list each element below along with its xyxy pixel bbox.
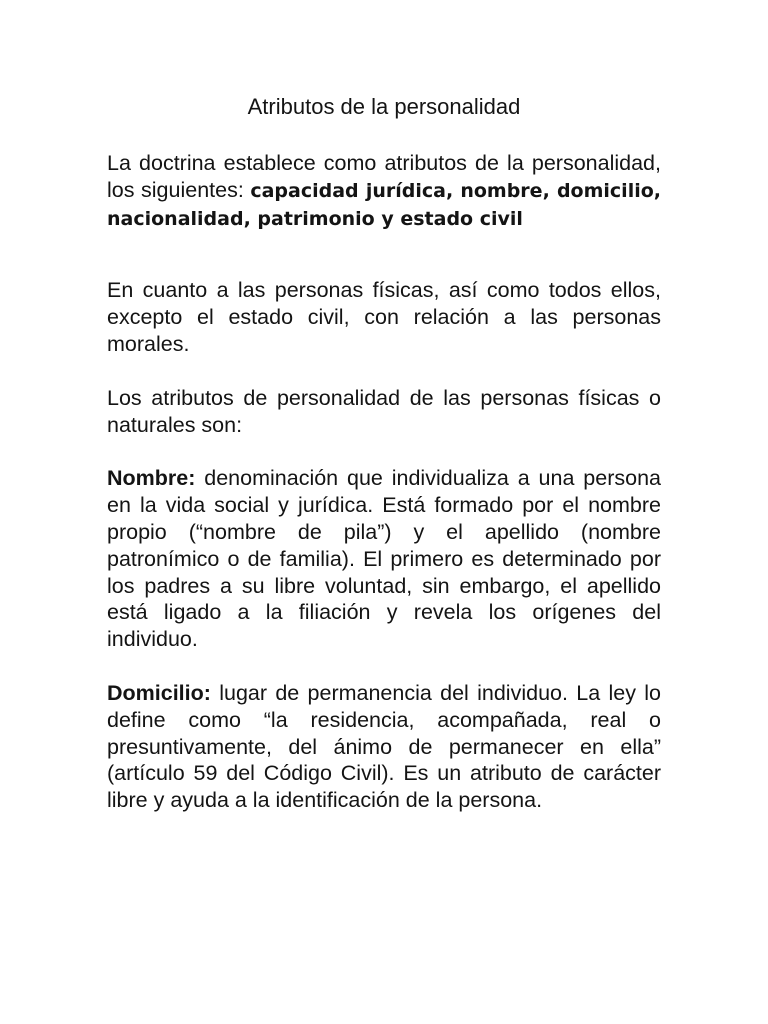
- nombre-label: Nombre:: [107, 466, 196, 491]
- document-title: Atributos de la personalidad: [247, 94, 521, 119]
- intro-text: La doctrina establece como atributos de la personalidad, los siguientes:: [107, 151, 661, 202]
- intro-paragraph: [107, 150, 661, 232]
- intro-attributes-list: capacidad jurídica, nombre, domicilio, nacionalidad, patrimonio y estado civil: [107, 179, 661, 230]
- domicilio-label: Domicilio:: [107, 680, 211, 705]
- document-body: [107, 92, 661, 814]
- nombre-paragraph: [107, 465, 661, 653]
- personas-fisicas-paragraph: En cuanto a las personas físicas, así como todos ellos, excepto el estado civil, con relación a las personas morales.: [107, 278, 661, 356]
- nombre-text: denominación que individualiza a una persona en la vida social y jurídica. Está formado por el nombre propio (“nombre de pila”) y el apellido (nombre patronímico o de familia). El primero es determinado por los padres a su libre voluntad, sin embargo, el apellido está ligado a la filiación y revela los orígenes del individuo.: [107, 466, 661, 652]
- domicilio-paragraph: [107, 680, 661, 814]
- atributos-naturales-paragraph: Los atributos de personalidad de las personas físicas o naturales son:: [107, 385, 661, 437]
- domicilio-text: lugar de permanencia del individuo. La ley lo define como “la residencia, acompañada, real o presuntivamente, del ánimo de permanecer en ella” (artículo 59 del Código Civil). Es un atributo de carácter libre y ayuda a la identificación de la persona.: [107, 680, 661, 813]
